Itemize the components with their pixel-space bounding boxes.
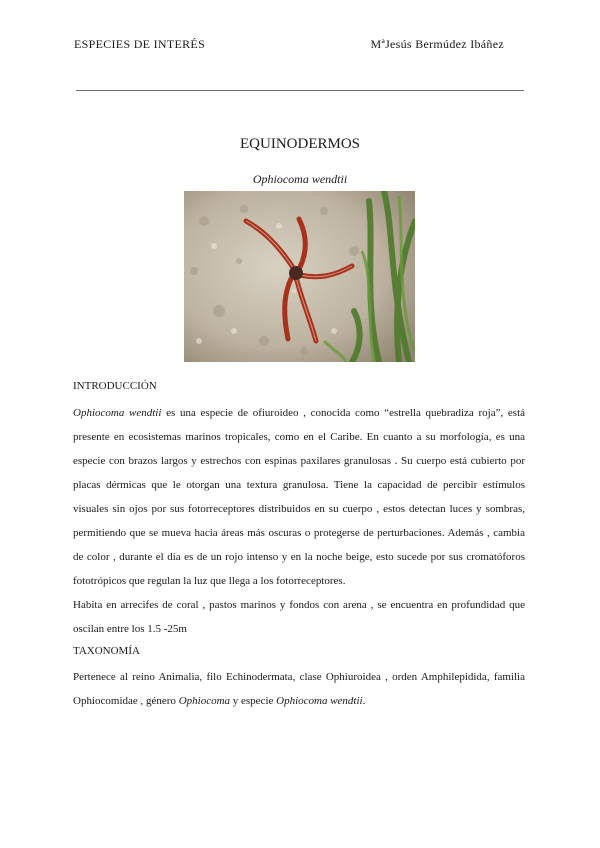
taxonomy-species: Ophiocoma wendtii (276, 695, 363, 707)
taxonomy-text-c: . (362, 695, 366, 707)
taxonomy-text-b: y especie (230, 695, 277, 707)
taxonomy-text-a: Pertenece al reino Animalia, filo Echinodermata, clase Ophiuroidea , orden Amphilepidida, familia Ophiocomidae , género (73, 671, 525, 707)
header-left: ESPECIES DE INTERÉS (74, 37, 206, 51)
starfish-photo (184, 191, 415, 362)
intro-heading: INTRODUCCIÓN (73, 380, 157, 392)
intro-paragraph-1 (73, 401, 525, 593)
intro-paragraph-1-text: es una especie de ofiuroideo , conocida como “estrella quebradiza roja”, está presente en ecosistemas marinos tropicales, como en el Caribe. En cuanto a su morfología, es una especie con brazos largos y estrechos con espinas paxilares granulosas . Su cuerpo está cubierto por placas dérmicas que le otorgan una textura granulosa. Tiene la capacidad de percibir estímulos visuales sin ojos por sus fotorreceptores distribuidos en su cuerpo , estos detectan luces y sombras, permitiendo que se mueva hacia áreas más oscuras o protegerse de perturbaciones. Además , cambia de color , durante el día es de un rojo intenso y en la noche beige, esto sucede por sus cromatóforos fototrópicos que regulan la luz que llega a los fotorreceptores. (73, 407, 526, 587)
page-title: EQUINODERMOS (240, 136, 360, 152)
header-right: MªJesús Bermúdez Ibáñez (370, 37, 504, 51)
taxonomy-body (73, 665, 525, 713)
taxonomy-genus: Ophiocoma (178, 695, 231, 707)
species-caption: Ophiocoma wendtii (252, 172, 348, 186)
header-divider (76, 90, 524, 91)
taxonomy-paragraph (73, 665, 525, 713)
taxonomy-heading: TAXONOMÍA (73, 645, 140, 657)
intro-body (73, 401, 525, 641)
intro-paragraph-2: Habita en arrecifes de coral , pastos marinos y fondos con arena , se encuentra en profundidad que oscilan entre los 1.5 -25m (73, 599, 525, 635)
intro-species-name: Ophiocoma wendtii (73, 407, 162, 419)
